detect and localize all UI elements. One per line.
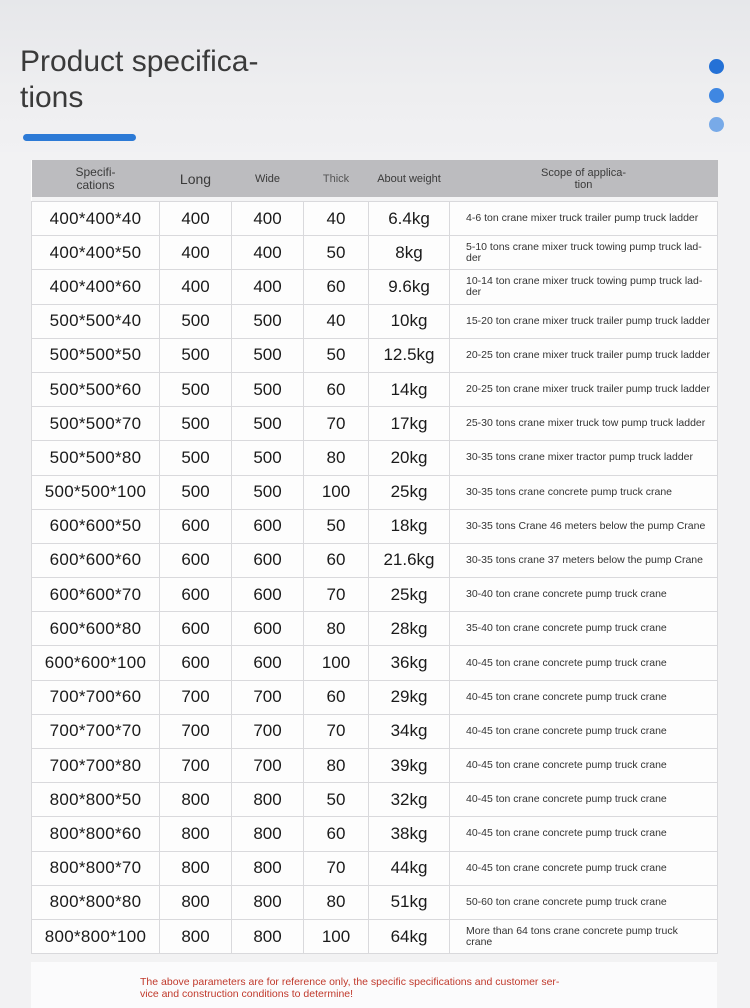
long-cell: 400 bbox=[160, 270, 232, 304]
long-cell: 500 bbox=[160, 338, 232, 372]
scope-cell: 20-25 ton crane mixer truck trailer pump truck ladder bbox=[450, 338, 718, 372]
table-row bbox=[32, 202, 718, 236]
spec-cell: 600*600*50 bbox=[32, 509, 160, 543]
column-header-specifications: Specifi- cations bbox=[32, 160, 160, 197]
spec-cell: 800*800*80 bbox=[32, 885, 160, 919]
long-cell: 800 bbox=[160, 885, 232, 919]
spec-cell: 600*600*70 bbox=[32, 578, 160, 612]
scope-cell: 30-35 tons crane 37 meters below the pump Crane bbox=[450, 543, 718, 577]
wide-cell: 800 bbox=[232, 817, 304, 851]
scope-cell: 40-45 ton crane concrete pump truck crane bbox=[450, 646, 718, 680]
thick-cell: 40 bbox=[304, 202, 369, 236]
thick-cell: 100 bbox=[304, 646, 369, 680]
weight-cell: 21.6kg bbox=[369, 543, 450, 577]
weight-cell: 9.6kg bbox=[369, 270, 450, 304]
table-header-row bbox=[32, 160, 718, 197]
table-row bbox=[32, 646, 718, 680]
column-header-thick: Thick bbox=[304, 160, 369, 197]
weight-cell: 44kg bbox=[369, 851, 450, 885]
wide-cell: 800 bbox=[232, 783, 304, 817]
scope-cell: 30-35 tons crane mixer tractor pump truck ladder bbox=[450, 441, 718, 475]
long-cell: 700 bbox=[160, 714, 232, 748]
table-row bbox=[32, 509, 718, 543]
spec-cell: 800*800*100 bbox=[32, 919, 160, 953]
long-cell: 800 bbox=[160, 783, 232, 817]
table-row bbox=[32, 749, 718, 783]
wide-cell: 600 bbox=[232, 543, 304, 577]
weight-cell: 32kg bbox=[369, 783, 450, 817]
spec-cell: 500*500*100 bbox=[32, 475, 160, 509]
table-row bbox=[32, 851, 718, 885]
long-cell: 800 bbox=[160, 817, 232, 851]
table-row bbox=[32, 270, 718, 304]
spec-table bbox=[31, 160, 718, 954]
thick-cell: 50 bbox=[304, 783, 369, 817]
scope-cell: 15-20 ton crane mixer truck trailer pump truck ladder bbox=[450, 304, 718, 338]
spec-cell: 400*400*40 bbox=[32, 202, 160, 236]
long-cell: 600 bbox=[160, 612, 232, 646]
scope-cell: 40-45 ton crane concrete pump truck crane bbox=[450, 783, 718, 817]
scope-cell: 30-40 ton crane concrete pump truck crane bbox=[450, 578, 718, 612]
thick-cell: 60 bbox=[304, 543, 369, 577]
scope-cell: 40-45 ton crane concrete pump truck crane bbox=[450, 680, 718, 714]
spec-cell: 500*500*50 bbox=[32, 338, 160, 372]
thick-cell: 60 bbox=[304, 270, 369, 304]
header-banner bbox=[0, 0, 750, 152]
wide-cell: 800 bbox=[232, 851, 304, 885]
decor-dot-icon bbox=[709, 117, 724, 132]
weight-cell: 38kg bbox=[369, 817, 450, 851]
scope-cell: 4-6 ton crane mixer truck trailer pump truck ladder bbox=[450, 202, 718, 236]
thick-cell: 80 bbox=[304, 885, 369, 919]
table-row bbox=[32, 304, 718, 338]
long-cell: 700 bbox=[160, 749, 232, 783]
scope-cell: 50-60 ton crane concrete pump truck crane bbox=[450, 885, 718, 919]
weight-cell: 36kg bbox=[369, 646, 450, 680]
long-cell: 400 bbox=[160, 236, 232, 270]
thick-cell: 50 bbox=[304, 338, 369, 372]
wide-cell: 700 bbox=[232, 680, 304, 714]
spec-table-container bbox=[31, 160, 717, 954]
long-cell: 400 bbox=[160, 202, 232, 236]
spec-cell: 800*800*60 bbox=[32, 817, 160, 851]
page-title: Product specifica- tions bbox=[20, 45, 259, 114]
thick-cell: 80 bbox=[304, 612, 369, 646]
weight-cell: 39kg bbox=[369, 749, 450, 783]
scope-cell: 10-14 ton crane mixer truck towing pump truck lad- der bbox=[450, 270, 718, 304]
table-row bbox=[32, 236, 718, 270]
weight-cell: 51kg bbox=[369, 885, 450, 919]
thick-cell: 60 bbox=[304, 680, 369, 714]
wide-cell: 500 bbox=[232, 338, 304, 372]
decor-dot-icon bbox=[709, 59, 724, 74]
long-cell: 600 bbox=[160, 646, 232, 680]
wide-cell: 500 bbox=[232, 304, 304, 338]
title-accent-bar bbox=[23, 134, 136, 141]
long-cell: 500 bbox=[160, 304, 232, 338]
disclaimer-text: The above parameters are for reference only, the specific specifications and customer ser- vice and construction conditions to determine! bbox=[140, 976, 560, 1000]
wide-cell: 400 bbox=[232, 270, 304, 304]
long-cell: 600 bbox=[160, 578, 232, 612]
spec-cell: 700*700*70 bbox=[32, 714, 160, 748]
long-cell: 700 bbox=[160, 680, 232, 714]
decor-dot-icon bbox=[709, 88, 724, 103]
wide-cell: 500 bbox=[232, 475, 304, 509]
wide-cell: 600 bbox=[232, 612, 304, 646]
thick-cell: 40 bbox=[304, 304, 369, 338]
table-row bbox=[32, 407, 718, 441]
table-row bbox=[32, 680, 718, 714]
weight-cell: 12.5kg bbox=[369, 338, 450, 372]
disclaimer-box bbox=[31, 962, 717, 1008]
thick-cell: 70 bbox=[304, 714, 369, 748]
weight-cell: 10kg bbox=[369, 304, 450, 338]
column-header-weight: About weight bbox=[369, 160, 450, 197]
wide-cell: 700 bbox=[232, 749, 304, 783]
spec-cell: 700*700*80 bbox=[32, 749, 160, 783]
long-cell: 500 bbox=[160, 372, 232, 406]
thick-cell: 50 bbox=[304, 236, 369, 270]
long-cell: 500 bbox=[160, 475, 232, 509]
scope-cell: 40-45 ton crane concrete pump truck crane bbox=[450, 851, 718, 885]
weight-cell: 8kg bbox=[369, 236, 450, 270]
spec-cell: 700*700*60 bbox=[32, 680, 160, 714]
spec-cell: 800*800*50 bbox=[32, 783, 160, 817]
thick-cell: 100 bbox=[304, 475, 369, 509]
table-row bbox=[32, 475, 718, 509]
thick-cell: 60 bbox=[304, 372, 369, 406]
wide-cell: 600 bbox=[232, 646, 304, 680]
thick-cell: 100 bbox=[304, 919, 369, 953]
table-row bbox=[32, 441, 718, 475]
wide-cell: 800 bbox=[232, 919, 304, 953]
weight-cell: 18kg bbox=[369, 509, 450, 543]
weight-cell: 20kg bbox=[369, 441, 450, 475]
spec-cell: 500*500*40 bbox=[32, 304, 160, 338]
table-row bbox=[32, 543, 718, 577]
wide-cell: 500 bbox=[232, 441, 304, 475]
spec-cell: 600*600*60 bbox=[32, 543, 160, 577]
spec-cell: 400*400*50 bbox=[32, 236, 160, 270]
thick-cell: 70 bbox=[304, 407, 369, 441]
long-cell: 500 bbox=[160, 441, 232, 475]
spec-cell: 500*500*70 bbox=[32, 407, 160, 441]
scope-cell: 30-35 tons crane concrete pump truck crane bbox=[450, 475, 718, 509]
scope-cell: 40-45 ton crane concrete pump truck crane bbox=[450, 714, 718, 748]
scope-cell: 20-25 ton crane mixer truck trailer pump truck ladder bbox=[450, 372, 718, 406]
wide-cell: 500 bbox=[232, 407, 304, 441]
scope-cell: 25-30 tons crane mixer truck tow pump truck ladder bbox=[450, 407, 718, 441]
table-row bbox=[32, 372, 718, 406]
weight-cell: 14kg bbox=[369, 372, 450, 406]
table-body bbox=[32, 197, 718, 954]
table-row bbox=[32, 783, 718, 817]
weight-cell: 29kg bbox=[369, 680, 450, 714]
column-header-long: Long bbox=[160, 160, 232, 197]
long-cell: 500 bbox=[160, 407, 232, 441]
thick-cell: 80 bbox=[304, 749, 369, 783]
weight-cell: 25kg bbox=[369, 578, 450, 612]
long-cell: 600 bbox=[160, 509, 232, 543]
scope-cell: More than 64 tons crane concrete pump truck crane bbox=[450, 919, 718, 953]
weight-cell: 34kg bbox=[369, 714, 450, 748]
thick-cell: 50 bbox=[304, 509, 369, 543]
thick-cell: 60 bbox=[304, 817, 369, 851]
wide-cell: 400 bbox=[232, 236, 304, 270]
scope-cell: 35-40 ton crane concrete pump truck crane bbox=[450, 612, 718, 646]
wide-cell: 800 bbox=[232, 885, 304, 919]
weight-cell: 17kg bbox=[369, 407, 450, 441]
thick-cell: 80 bbox=[304, 441, 369, 475]
weight-cell: 28kg bbox=[369, 612, 450, 646]
table-row bbox=[32, 578, 718, 612]
wide-cell: 600 bbox=[232, 578, 304, 612]
scope-cell: 30-35 tons Crane 46 meters below the pump Crane bbox=[450, 509, 718, 543]
spec-cell: 600*600*80 bbox=[32, 612, 160, 646]
spec-cell: 600*600*100 bbox=[32, 646, 160, 680]
scope-cell: 40-45 ton crane concrete pump truck crane bbox=[450, 817, 718, 851]
thick-cell: 70 bbox=[304, 578, 369, 612]
spec-cell: 500*500*60 bbox=[32, 372, 160, 406]
table-row bbox=[32, 885, 718, 919]
long-cell: 600 bbox=[160, 543, 232, 577]
scope-cell: 40-45 ton crane concrete pump truck crane bbox=[450, 749, 718, 783]
weight-cell: 64kg bbox=[369, 919, 450, 953]
weight-cell: 25kg bbox=[369, 475, 450, 509]
weight-cell: 6.4kg bbox=[369, 202, 450, 236]
long-cell: 800 bbox=[160, 919, 232, 953]
table-row bbox=[32, 919, 718, 953]
scope-cell: 5-10 tons crane mixer truck towing pump truck lad- der bbox=[450, 236, 718, 270]
spec-cell: 400*400*60 bbox=[32, 270, 160, 304]
table-row bbox=[32, 338, 718, 372]
table-row bbox=[32, 817, 718, 851]
table-row bbox=[32, 612, 718, 646]
column-header-wide: Wide bbox=[232, 160, 304, 197]
wide-cell: 600 bbox=[232, 509, 304, 543]
wide-cell: 700 bbox=[232, 714, 304, 748]
spec-cell: 500*500*80 bbox=[32, 441, 160, 475]
long-cell: 800 bbox=[160, 851, 232, 885]
table-row bbox=[32, 714, 718, 748]
thick-cell: 70 bbox=[304, 851, 369, 885]
wide-cell: 500 bbox=[232, 372, 304, 406]
wide-cell: 400 bbox=[232, 202, 304, 236]
column-header-scope: Scope of applica- tion bbox=[450, 160, 718, 197]
spec-cell: 800*800*70 bbox=[32, 851, 160, 885]
